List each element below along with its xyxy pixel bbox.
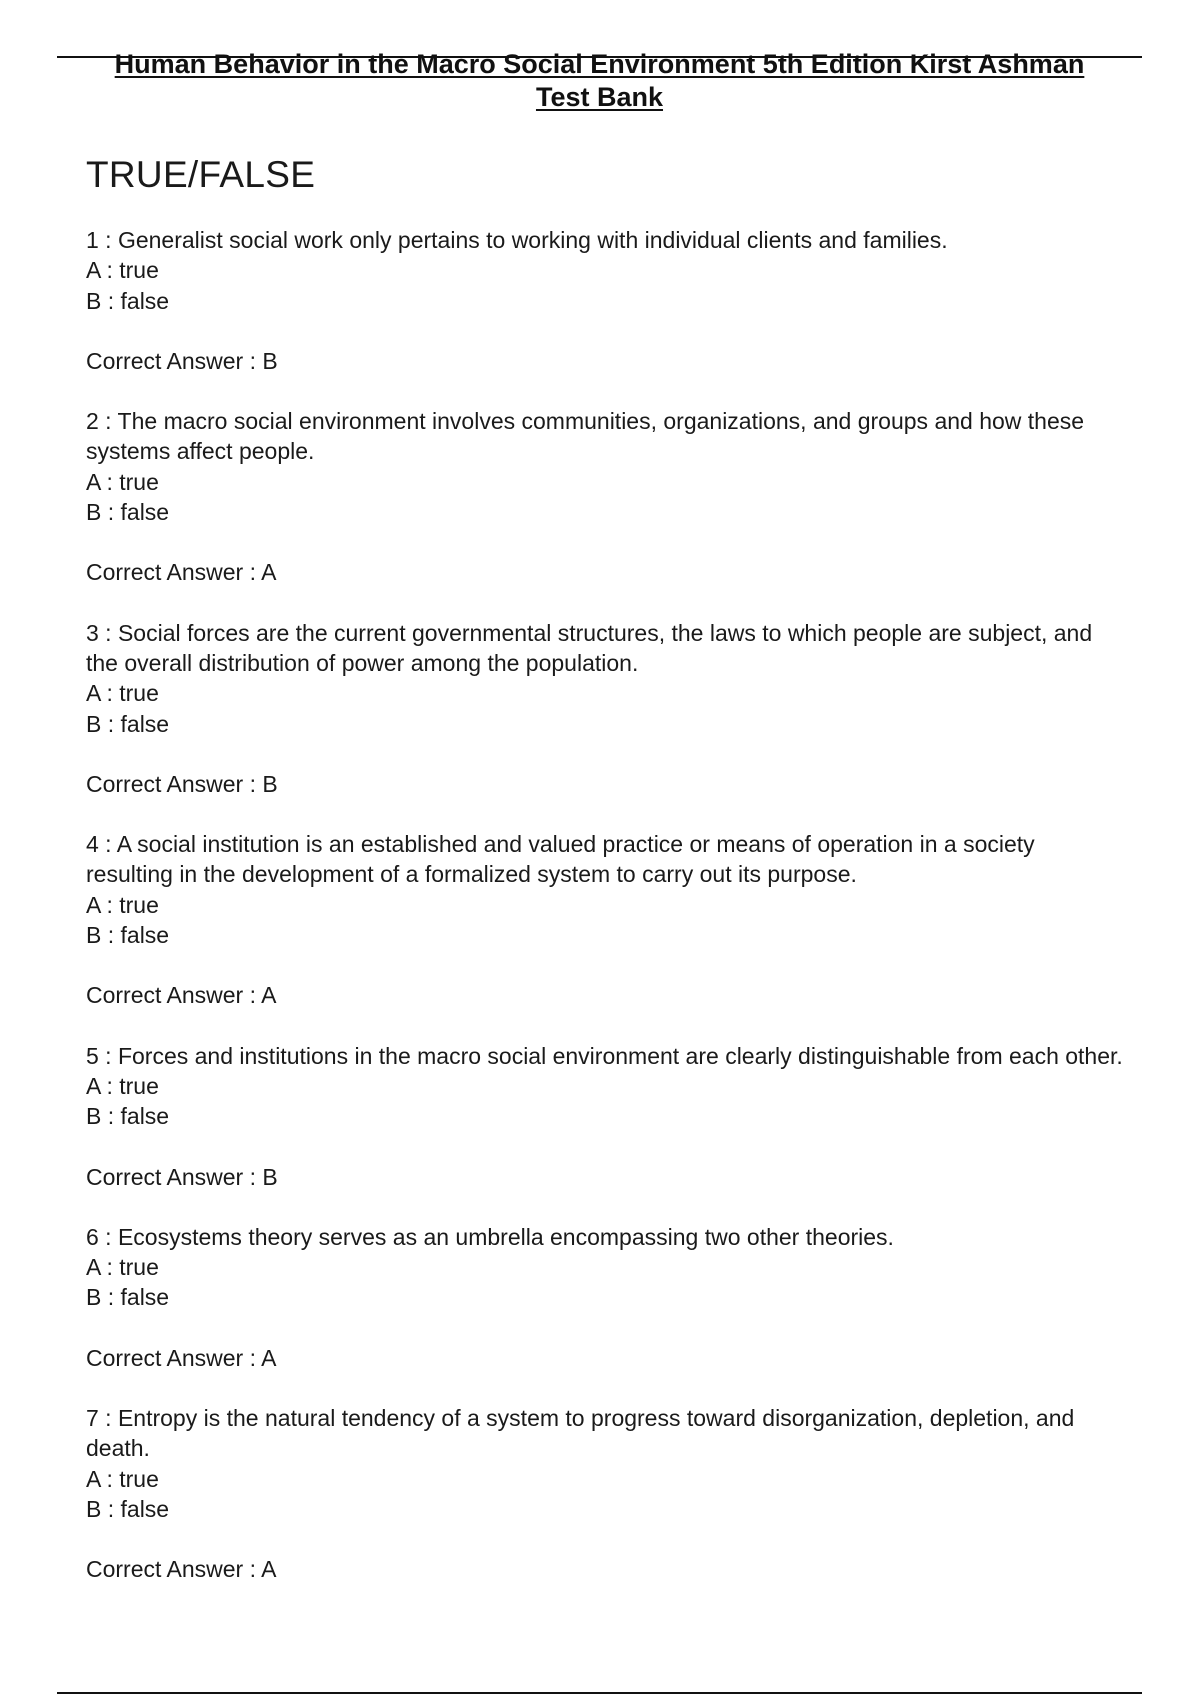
option-b: B : false [86, 287, 170, 314]
question-4 [86, 829, 1126, 1010]
correct-answer: Correct Answer : A [86, 559, 277, 586]
question-1 [86, 225, 1126, 376]
option-b: B : false [86, 1495, 170, 1522]
bottom-divider [57, 1692, 1142, 1694]
option-a: A : true [86, 257, 159, 284]
question-text: 1 : Generalist social work only pertains to working with individual clients and families. [86, 227, 948, 253]
question-6 [86, 1222, 1126, 1373]
document-subtitle: Test Bank [535, 82, 664, 112]
option-a: A : true [86, 1465, 159, 1492]
question-text: 6 : Ecosystems theory serves as an umbrella encompassing two other theories. [86, 1223, 894, 1250]
correct-answer: Correct Answer : B [86, 770, 278, 797]
option-a: A : true [86, 1072, 159, 1099]
option-a: A : true [86, 891, 159, 918]
option-b: B : false [86, 710, 170, 737]
question-text: 4 : A social institution is an established and valued practice or means of operation in a society resulting in the development of a formalized system to carry out its purpose. [86, 831, 1035, 888]
correct-answer: Correct Answer : A [86, 1344, 277, 1371]
option-b: B : false [86, 499, 170, 526]
correct-answer: Correct Answer : B [86, 1163, 278, 1190]
option-a: A : true [86, 680, 159, 707]
question-text: 2 : The macro social environment involves communities, organizations, and groups and how these systems affect people. [86, 408, 1085, 465]
question-text: 5 : Forces and institutions in the macro social environment are clearly distinguishable from each other. [86, 1042, 1123, 1069]
option-b: B : false [86, 922, 170, 949]
question-3 [86, 618, 1126, 799]
document-title: Human Behavior in the Macro Social Environment 5th Edition Kirst Ashman [114, 49, 1085, 79]
document-header [57, 48, 1142, 114]
question-list [86, 225, 1126, 1615]
correct-answer: Correct Answer : A [86, 1556, 277, 1583]
option-a: A : true [86, 468, 159, 495]
option-a: A : true [86, 1254, 159, 1281]
question-5 [86, 1041, 1126, 1192]
correct-answer: Correct Answer : A [86, 982, 277, 1009]
question-2 [86, 406, 1126, 587]
question-text: 7 : Entropy is the natural tendency of a system to progress toward disorganization, depletion, and death. [86, 1405, 1075, 1462]
option-b: B : false [86, 1284, 170, 1311]
question-7 [86, 1403, 1126, 1584]
section-heading: TRUE/FALSE [86, 154, 316, 195]
option-b: B : false [86, 1103, 170, 1130]
correct-answer: Correct Answer : B [86, 347, 278, 374]
question-text: 3 : Social forces are the current governmental structures, the laws to which people are subject, and the overall distribution of power among the population. [86, 619, 1093, 676]
